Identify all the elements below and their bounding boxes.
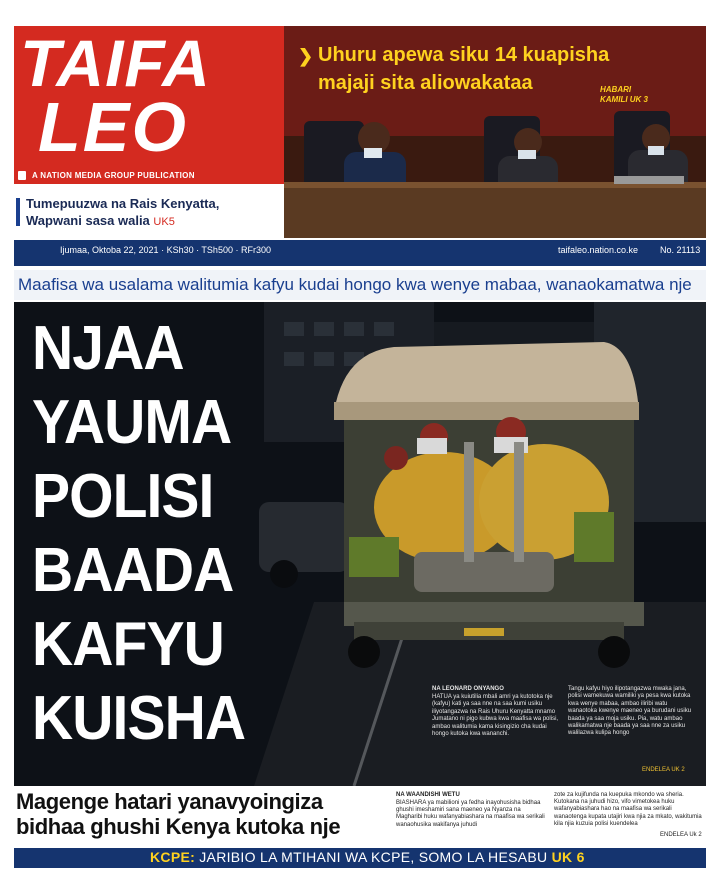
footer-page-ref: UK 6 bbox=[551, 849, 585, 865]
teaser-page-ref: UK5 bbox=[153, 216, 175, 228]
issue-number: No. 21113 bbox=[660, 245, 701, 255]
website-link[interactable]: taifaleo.nation.co.ke bbox=[558, 245, 639, 255]
headline-word: POLISI bbox=[32, 462, 214, 531]
headline-word: BAADA bbox=[32, 536, 234, 605]
main-article-col1: HATUA ya kuiutilia mbali amri ya kutotoka nje (kafyu) kati ya saa nne na saa kumi usiku iliyotangazwa na Rais Uhuru Kenyatta mnamo Jumatano ni pigo kubwa kwa maafisa wa polisi, ambao walitumia kama kisingizio cha kudai hongo kutoka kwa wananchi. bbox=[432, 694, 559, 738]
second-article-col1: BIASHARA ya mabilioni ya fedha inayohusisha bidhaa ghushi imeshamiri sana maeneo ya Nyanza na Magharibi huku wafanyabiashara na maafisa wa serikali wanaohusika wakifanya juhudi bbox=[396, 800, 545, 828]
issue-date: Ijumaa, Oktoba 22, 2021 bbox=[60, 245, 159, 255]
top-headline-line1[interactable]: Uhuru apewa siku 14 kuapisha bbox=[318, 44, 610, 66]
teaser-accent-bar bbox=[16, 198, 20, 226]
teaser-headline-line1[interactable]: Tumepuuzwa na Rais Kenyatta, bbox=[26, 196, 220, 211]
nation-logo-icon bbox=[18, 171, 26, 180]
headline-word: KUISHA bbox=[32, 684, 246, 753]
logo-taifa: TAIFA bbox=[20, 26, 211, 100]
headline-word: YAUMA bbox=[32, 388, 232, 457]
second-article-col2: zote za kujifunda na kuepuka mkondo wa sheria. Kutokana na juhudi hizo, vifo vimetokea huku wafanyabiashara hao na maafisa wa serikali wanaotenga kupata utajiri kwa njia za mkato, wakitumia kila njia kuzuia polisi kuendelea bbox=[554, 792, 702, 827]
headline-word: KAFYU bbox=[32, 610, 224, 679]
second-continue-link[interactable]: ENDELEA Uk 2 bbox=[660, 832, 702, 838]
kicker-text: Maafisa wa usalama walitumia kafyu kudai hongo kwa wenye mabaa, wanaokamatwa nje bbox=[18, 275, 692, 294]
logo-leo: LEO bbox=[38, 88, 188, 166]
chevron-right-icon: ❯ bbox=[298, 46, 314, 66]
main-byline: NA LEONARD ONYANGO bbox=[432, 686, 504, 692]
issue-date-prices: Ijumaa, Oktoba 22, 2021 · KSh30 · TSh500 · RFr300 bbox=[60, 245, 271, 255]
publisher-line: A NATION MEDIA GROUP PUBLICATION bbox=[14, 168, 284, 184]
teaser-headline-text: Wapwani sasa walia bbox=[26, 213, 150, 228]
top-more-line1: HABARI bbox=[600, 85, 632, 94]
top-headline-line2[interactable]: majaji sita aliowakataa bbox=[318, 72, 533, 94]
teaser-headline-line2[interactable] bbox=[26, 213, 175, 228]
issue-prices: KSh30 · TSh500 · RFr300 bbox=[166, 245, 271, 255]
top-story-more[interactable] bbox=[600, 85, 660, 105]
footer-teaser[interactable] bbox=[150, 849, 585, 865]
main-article-col2: Tangu kafyu hiyo ilipotangazwa mwaka jana, polisi wamekuwa wamiliki ya pesa kwa kutoka kwa wenye mabaa, ambao iliribi watu wanaotoka kwenye maeneo ya burudani usiku baada ya saa moja usiku. Pia, watu ambao walikamatwa nje baada ya saa nne za usiku walilazwa kulipa hongo bbox=[568, 686, 692, 737]
top-more-line2: KAMILI UK 3 bbox=[600, 95, 648, 104]
footer-kcpe-label: KCPE: bbox=[150, 849, 196, 865]
second-headline-line2[interactable]: bidhaa ghushi Kenya kutoka nje bbox=[16, 814, 341, 839]
headline-word: NJAA bbox=[32, 314, 184, 383]
footer-teaser-text: JARIBIO LA MTIHANI WA KCPE, SOMO LA HESABU bbox=[195, 849, 552, 865]
main-continue-link[interactable]: ENDELEA UK 2 bbox=[642, 767, 685, 773]
main-headline[interactable] bbox=[32, 312, 292, 756]
second-headline-line1[interactable]: Magenge hatari yanavyoingiza bbox=[16, 789, 323, 814]
second-byline: NA WAANDISHI WETU bbox=[396, 792, 460, 798]
